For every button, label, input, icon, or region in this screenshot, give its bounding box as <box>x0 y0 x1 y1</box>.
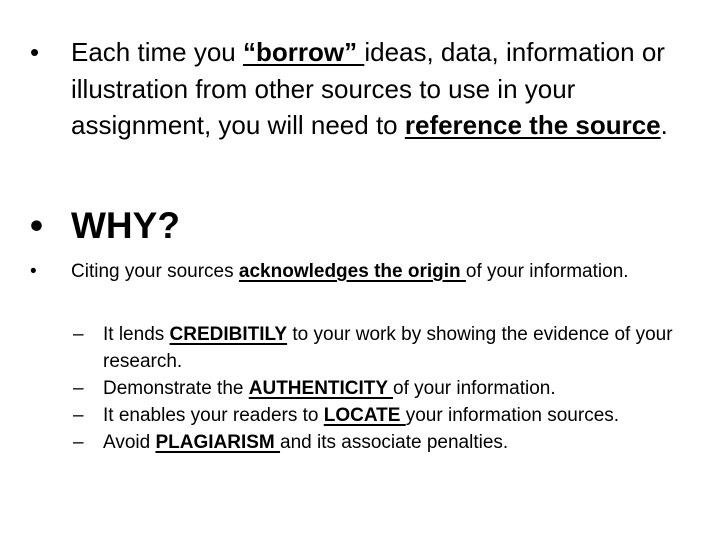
sub-bullet-list <box>73 321 693 456</box>
sub-item-pre: Avoid <box>103 432 156 453</box>
citing-text-part1: Citing your sources <box>71 261 239 282</box>
borrow-text-part2: ideas, data, information or illustration from other sources to use in your assignment, you will need to <box>71 37 665 140</box>
sub-item-keyword: CREDIBITILY <box>169 324 288 345</box>
bullet-icon: • <box>30 37 40 67</box>
sub-item-post: of your information. <box>393 378 556 399</box>
sub-item-credibility <box>73 321 693 375</box>
citing-text <box>71 258 690 285</box>
sub-item-locate <box>73 402 693 429</box>
dash-icon: – <box>73 405 84 426</box>
sub-item-post: your information sources. <box>405 405 620 426</box>
bullet-icon: • <box>30 261 37 282</box>
sub-item-pre: It enables your readers to <box>103 405 324 426</box>
why-heading: WHY? <box>71 205 180 246</box>
sub-item-pre: Demonstrate the <box>103 378 249 399</box>
bullet-citing <box>30 258 690 285</box>
borrow-text-part3: . <box>660 110 668 140</box>
dash-icon: – <box>73 432 84 453</box>
sub-item-plagiarism <box>73 429 693 456</box>
sub-item-pre: It lends <box>103 324 170 345</box>
bullet-why <box>30 202 680 250</box>
sub-item-keyword: LOCATE <box>323 405 406 426</box>
borrow-emphasis: “borrow” <box>242 37 365 67</box>
reference-source-emphasis: reference the source <box>404 110 661 140</box>
bullet-borrow-text <box>71 34 680 144</box>
sub-item-authenticity <box>73 375 693 402</box>
dash-icon: – <box>73 378 84 399</box>
acknowledges-origin-emphasis: acknowledges the origin <box>238 261 466 282</box>
borrow-text-part1: Each time you <box>71 37 243 67</box>
bullet-icon: • <box>30 205 43 246</box>
sub-item-post: and its associate penalties. <box>280 432 509 453</box>
dash-icon: – <box>73 324 84 345</box>
sub-item-post: to your work by showing the evidence of your research. <box>103 324 673 372</box>
citing-text-part2: of your information. <box>465 261 629 282</box>
bullet-borrow <box>30 34 680 144</box>
sub-item-keyword: PLAGIARISM <box>155 432 281 453</box>
sub-item-keyword: AUTHENTICITY <box>248 378 394 399</box>
